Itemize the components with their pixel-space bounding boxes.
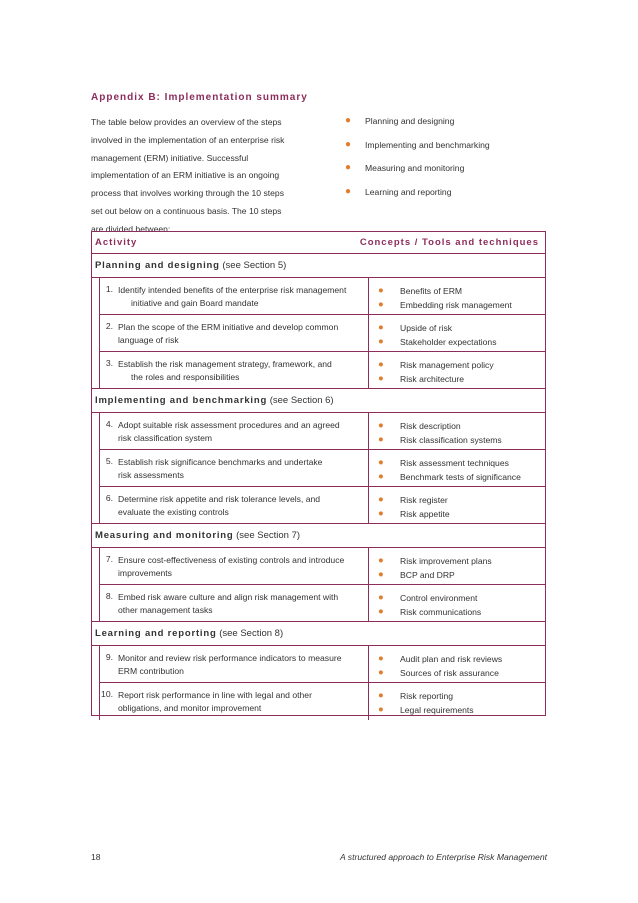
- concepts-cell: [378, 321, 497, 349]
- table-row: [92, 683, 545, 720]
- concept-label: Risk communications: [400, 607, 482, 617]
- concept-label: Sources of risk assurance: [400, 668, 499, 678]
- bullet-icon: ●: [378, 373, 384, 384]
- bullet-icon: ●: [378, 667, 384, 678]
- row-left-divider: [99, 352, 100, 389]
- document-title: A structured approach to Enterprise Risk Management: [340, 852, 547, 862]
- activity-cell: [118, 284, 368, 310]
- phase-list-item: [345, 161, 490, 185]
- section-ref: (see Section 8): [219, 628, 284, 639]
- bullet-icon: ●: [378, 555, 384, 566]
- activity-line: Establish the risk management strategy, framework, and: [118, 359, 332, 369]
- concept-item: [378, 456, 521, 470]
- bullet-icon: ●: [378, 690, 384, 701]
- concept-item: [378, 703, 474, 717]
- step-number: 8.: [105, 591, 113, 601]
- activity-cell: [118, 652, 368, 678]
- section-header: [92, 389, 545, 413]
- section-title: Planning and designing: [95, 260, 220, 271]
- activity-line: evaluate the existing controls: [118, 507, 229, 517]
- concept-item: [378, 470, 521, 484]
- phase-label: Implementing and benchmarking: [365, 139, 490, 150]
- row-left-divider: [99, 278, 100, 315]
- activity-line: language of risk: [118, 335, 179, 345]
- section-title-wrap: [95, 260, 286, 271]
- activity-line: Embed risk aware culture and align risk management with: [118, 592, 339, 602]
- concept-item: [378, 335, 497, 349]
- activity-cell: [118, 591, 368, 617]
- concept-label: BCP and DRP: [400, 570, 455, 580]
- row-left-divider: [99, 683, 100, 720]
- bullet-icon: ●: [378, 592, 384, 603]
- bullet-icon: ●: [378, 508, 384, 519]
- activity-line: the roles and responsibilities: [131, 372, 240, 382]
- activity-line: Identify intended benefits of the enterprise risk management: [118, 285, 347, 295]
- bullet-icon: ●: [345, 185, 352, 197]
- page-number: 18: [91, 852, 101, 862]
- appendix-heading: Appendix B: Implementation summary: [91, 92, 308, 103]
- concepts-cell: [378, 284, 512, 312]
- column-divider: [368, 548, 369, 585]
- step-number: 4.: [105, 419, 113, 429]
- activity-line: other management tasks: [118, 605, 213, 615]
- section-title: Measuring and monitoring: [95, 530, 234, 541]
- section-title: Implementing and benchmarking: [95, 395, 268, 406]
- activity-line: Adopt suitable risk assessment procedures and an agreed: [118, 420, 340, 430]
- concept-item: [378, 568, 492, 582]
- bullet-icon: ●: [378, 704, 384, 715]
- phase-list-item: [345, 138, 490, 162]
- intro-line: process that involves working through the 10 steps: [91, 188, 284, 199]
- column-divider: [368, 315, 369, 352]
- bullet-icon: ●: [378, 299, 384, 310]
- section-title: Learning and reporting: [95, 628, 217, 639]
- concept-label: Audit plan and risk reviews: [400, 654, 503, 664]
- phase-label: Learning and reporting: [365, 186, 452, 197]
- concept-item: [378, 372, 494, 386]
- bullet-icon: ●: [345, 162, 352, 173]
- phase-label: Planning and designing: [365, 116, 455, 126]
- section-title-wrap: [95, 530, 300, 541]
- activity-line: Report risk performance in line with legal and other: [118, 690, 312, 700]
- activity-line: Ensure cost-effectiveness of existing controls and introduce: [118, 555, 345, 565]
- concept-label: Control environment: [400, 593, 478, 603]
- table-row: [92, 646, 545, 683]
- table-header: [92, 232, 545, 254]
- step-number: 2.: [105, 321, 113, 331]
- concepts-cell: [378, 419, 502, 447]
- concept-label: Risk assessment techniques: [400, 458, 509, 468]
- section-header: [92, 254, 545, 278]
- bullet-icon: ●: [345, 138, 352, 150]
- activity-cell: [118, 321, 368, 347]
- concept-label: Benchmark tests of significance: [400, 472, 521, 482]
- concept-item: [378, 298, 512, 312]
- table-row: [92, 585, 545, 622]
- bullet-icon: ●: [345, 115, 352, 126]
- concept-item: [378, 652, 502, 666]
- bullet-icon: ●: [378, 569, 384, 580]
- activity-line: obligations, and monitor improvement: [118, 703, 262, 713]
- intro-line: set out below on a continuous basis. The 10 steps: [91, 205, 282, 216]
- concept-item: [378, 554, 492, 568]
- concept-label: Risk reporting: [400, 691, 454, 701]
- concept-item: [378, 689, 474, 703]
- row-left-divider: [99, 413, 100, 450]
- table-row: [92, 352, 545, 389]
- table-row: [92, 487, 545, 524]
- implementation-table: [91, 231, 546, 716]
- concept-item: [378, 419, 502, 433]
- section-header: [92, 524, 545, 548]
- bullet-icon: ●: [378, 359, 384, 370]
- concept-label: Risk architecture: [400, 374, 464, 384]
- row-left-divider: [99, 548, 100, 585]
- column-divider: [368, 450, 369, 487]
- concept-label: Stakeholder expectations: [400, 337, 497, 347]
- phase-list-item: [345, 185, 490, 209]
- column-divider: [368, 487, 369, 524]
- phase-list: [345, 114, 490, 208]
- row-left-divider: [99, 450, 100, 487]
- table-row: [92, 450, 545, 487]
- concept-label: Risk management policy: [400, 360, 494, 370]
- activity-cell: [118, 493, 368, 519]
- concept-label: Risk register: [400, 495, 448, 505]
- bullet-icon: ●: [378, 471, 384, 482]
- bullet-icon: ●: [378, 285, 384, 296]
- concept-item: [378, 284, 512, 298]
- step-number: 5.: [105, 456, 113, 466]
- concepts-cell: [378, 456, 521, 484]
- concept-label: Legal requirements: [400, 705, 474, 715]
- table-row: [92, 278, 545, 315]
- activity-cell: [118, 419, 368, 445]
- column-divider: [368, 413, 369, 450]
- activity-cell: [118, 689, 368, 715]
- phase-list-item: [345, 114, 490, 138]
- concepts-column-header: Concepts / Tools and techniques: [359, 237, 539, 248]
- step-number: 6.: [105, 493, 113, 503]
- section-ref: (see Section 6): [269, 395, 334, 406]
- column-divider: [368, 278, 369, 315]
- bullet-icon: ●: [378, 653, 384, 664]
- intro-line: management (ERM) initiative. Successful: [91, 152, 249, 163]
- concept-label: Embedding risk management: [400, 300, 512, 310]
- concept-item: [378, 493, 450, 507]
- concept-label: Upside of risk: [400, 323, 453, 333]
- bullet-icon: ●: [378, 494, 384, 505]
- concepts-cell: [378, 652, 502, 680]
- concept-label: Risk description: [400, 421, 461, 431]
- column-divider: [368, 683, 369, 720]
- activity-cell: [118, 358, 368, 384]
- intro-paragraph: [91, 114, 321, 239]
- column-divider: [368, 352, 369, 389]
- phase-label: Measuring and monitoring: [365, 163, 465, 173]
- activity-line: initiative and gain Board mandate: [131, 298, 259, 308]
- intro-line: are divided between:: [91, 223, 171, 234]
- activity-column-header: Activity: [95, 237, 138, 248]
- bullet-icon: ●: [378, 606, 384, 617]
- concept-label: Risk improvement plans: [400, 556, 492, 566]
- row-left-divider: [99, 585, 100, 622]
- section-ref: (see Section 7): [236, 530, 301, 541]
- bullet-icon: ●: [378, 336, 384, 347]
- activity-line: ERM contribution: [118, 666, 184, 676]
- row-left-divider: [99, 315, 100, 352]
- table-row: [92, 413, 545, 450]
- row-left-divider: [99, 487, 100, 524]
- column-divider: [368, 646, 369, 683]
- section-header: [92, 622, 545, 646]
- activity-line: Determine risk appetite and risk tolerance levels, and: [118, 494, 321, 504]
- concepts-cell: [378, 358, 494, 386]
- section-title-wrap: [95, 628, 283, 639]
- concepts-cell: [378, 493, 450, 521]
- concept-item: [378, 605, 481, 619]
- activity-cell: [118, 456, 368, 482]
- activity-line: risk assessments: [118, 470, 184, 480]
- concept-label: Benefits of ERM: [400, 286, 463, 296]
- activity-line: Establish risk significance benchmarks and undertake: [118, 457, 323, 467]
- step-number: 10.: [101, 689, 113, 699]
- activity-cell: [118, 554, 368, 580]
- column-divider: [368, 585, 369, 622]
- activity-line: Plan the scope of the ERM initiative and develop common: [118, 322, 339, 332]
- step-number: 1.: [105, 284, 113, 294]
- concept-item: [378, 433, 502, 447]
- intro-line: implementation of an ERM initiative is an ongoing: [91, 170, 280, 181]
- concept-item: [378, 358, 494, 372]
- step-number: 9.: [105, 652, 113, 662]
- concepts-cell: [378, 554, 492, 582]
- concept-item: [378, 321, 497, 335]
- concepts-cell: [378, 689, 474, 717]
- concept-item: [378, 507, 450, 521]
- intro-line: involved in the implementation of an enterprise risk: [91, 134, 285, 145]
- concepts-cell: [378, 591, 481, 619]
- section-ref: (see Section 5): [222, 260, 287, 271]
- row-left-divider: [99, 646, 100, 683]
- activity-line: improvements: [118, 568, 172, 578]
- activity-line: risk classification system: [118, 433, 213, 443]
- bullet-icon: ●: [378, 420, 384, 431]
- table-row: [92, 548, 545, 585]
- bullet-icon: ●: [378, 434, 384, 445]
- table-row: [92, 315, 545, 352]
- bullet-icon: ●: [378, 457, 384, 468]
- bullet-icon: ●: [378, 322, 384, 333]
- concept-label: Risk classification systems: [400, 435, 502, 445]
- step-number: 7.: [105, 554, 113, 564]
- intro-line: The table below provides an overview of the steps: [91, 117, 282, 127]
- concept-item: [378, 666, 502, 680]
- concept-item: [378, 591, 481, 605]
- section-title-wrap: [95, 395, 334, 406]
- activity-line: Monitor and review risk performance indicators to measure: [118, 653, 342, 663]
- step-number: 3.: [105, 358, 113, 368]
- concept-label: Risk appetite: [400, 509, 450, 519]
